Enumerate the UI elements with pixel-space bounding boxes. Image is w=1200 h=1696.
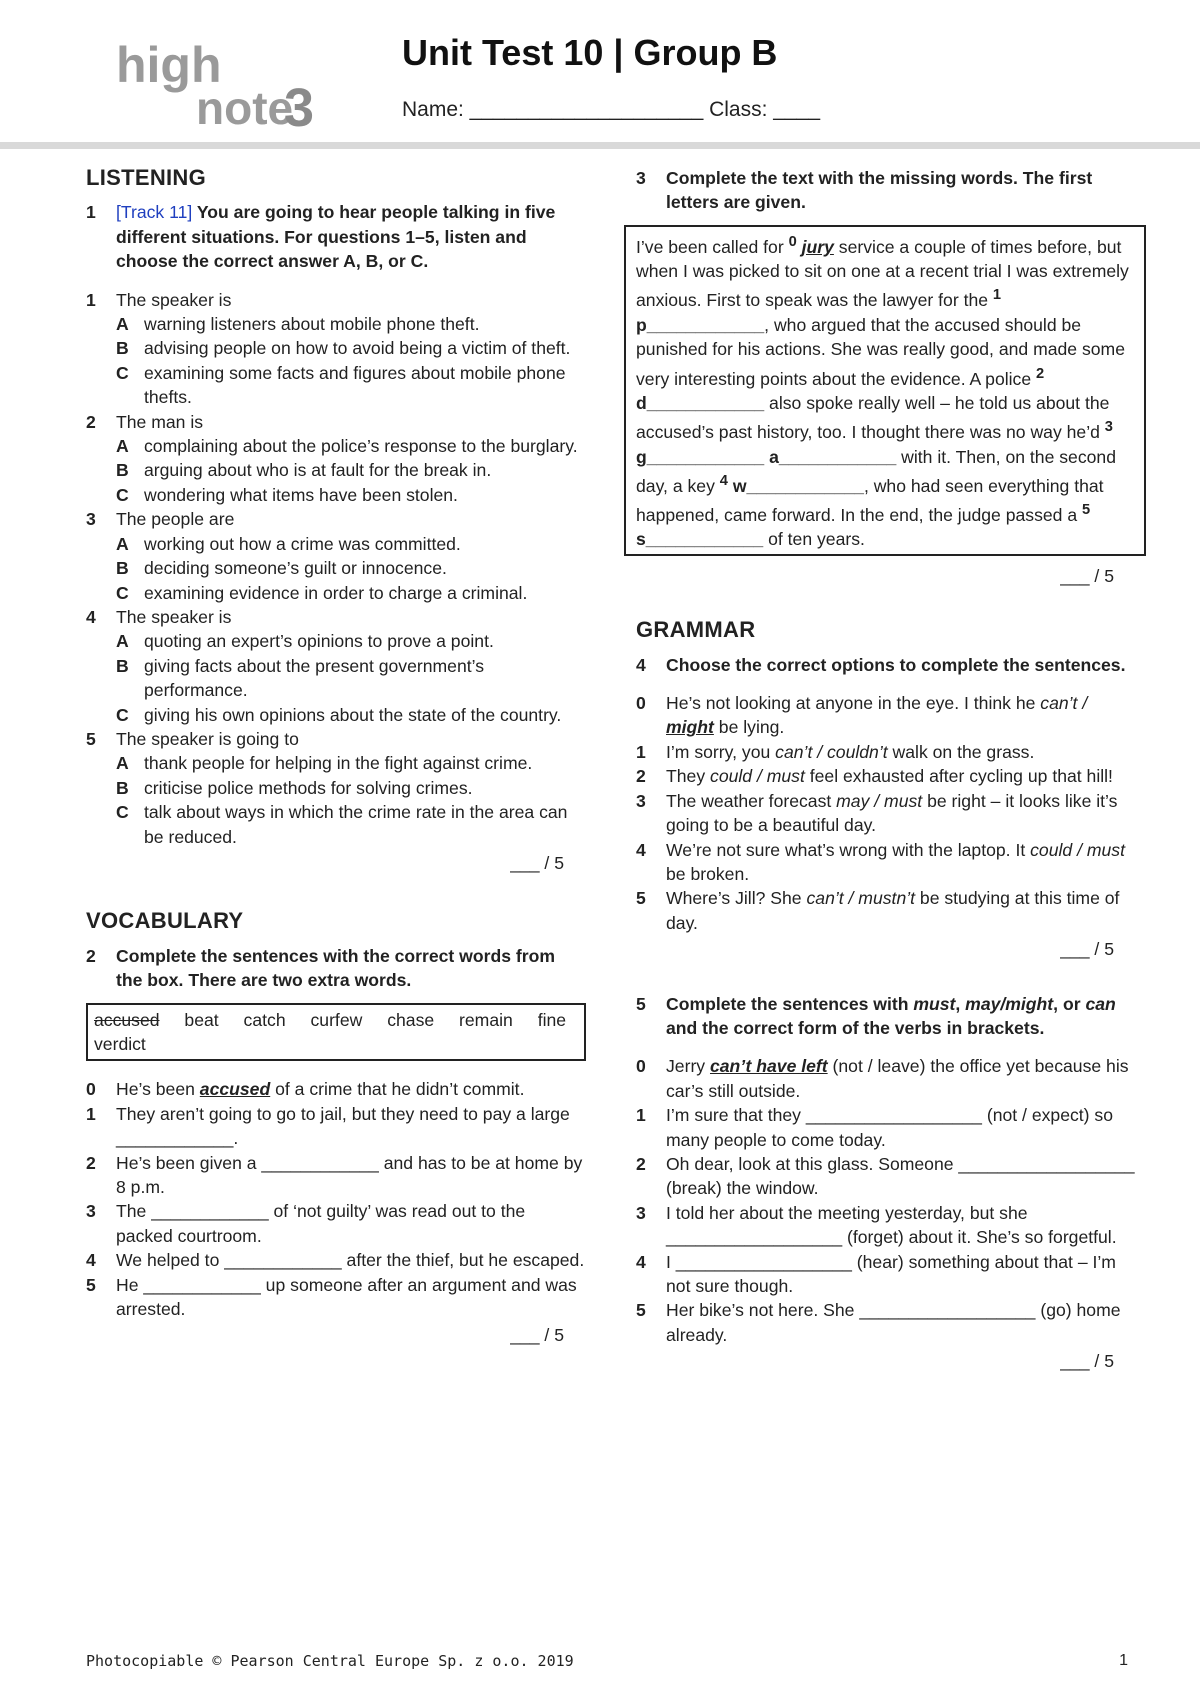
answer-option bbox=[86, 361, 586, 410]
option-text: quoting an expert’s opinions to prove a point. bbox=[144, 631, 494, 652]
track-label: [Track 11] bbox=[116, 202, 193, 223]
example-answer: can’t have left bbox=[709, 1056, 828, 1077]
question-number: 3 bbox=[86, 509, 96, 530]
item-number: 0 bbox=[636, 693, 646, 714]
option-text: giving facts about the present government’s performance. bbox=[144, 655, 485, 701]
option-letter: C bbox=[116, 582, 129, 603]
high-note-logo bbox=[116, 36, 326, 136]
item-text: We’re not sure what’s wrong with the laptop. It bbox=[666, 839, 1031, 860]
option-letter: A bbox=[116, 631, 129, 652]
item-number: 3 bbox=[636, 1202, 646, 1223]
item-options: can’t / bbox=[1040, 693, 1088, 714]
item-text: Where’s Jill? She bbox=[666, 888, 807, 909]
answer-option bbox=[86, 532, 586, 556]
option-text: arguing about who is at fault for the break in. bbox=[144, 460, 492, 481]
option-text: giving his own opinions about the state of the country. bbox=[144, 704, 562, 725]
listening-question bbox=[86, 410, 586, 434]
item-text: The weather forecast bbox=[666, 790, 837, 811]
item-text: I’m sorry, you bbox=[666, 741, 776, 762]
exercise3-instruction: 3 Complete the text with the missing words. The first letters are given. bbox=[636, 168, 1093, 213]
grammar-item bbox=[636, 1298, 1136, 1347]
item-number: 5 bbox=[86, 1274, 96, 1295]
exercise5-instruction: 5 Complete the sentences with must, may/might, or can and the correct form of the verbs in brackets. bbox=[636, 993, 1116, 1038]
item-options: can’t / mustn’t bbox=[806, 888, 916, 909]
vocabulary-instruction: 2 Complete the sentences with the correct words from the box. There are two extra words. bbox=[86, 945, 555, 991]
option-text: deciding someone’s guilt or innocence. bbox=[144, 558, 447, 579]
item-number: 4 bbox=[636, 1251, 646, 1272]
answer-option bbox=[86, 312, 586, 336]
page-title: Unit Test 10 | Group B bbox=[402, 32, 778, 73]
option-letter: A bbox=[116, 436, 129, 457]
listening-question bbox=[86, 288, 586, 312]
exercise5-item-list bbox=[636, 1103, 1136, 1347]
item-number: 5 bbox=[636, 1300, 646, 1321]
answer-option bbox=[86, 776, 586, 800]
score-box-listening: ___ / 5 bbox=[510, 852, 564, 873]
copyright-footer: Photocopiable © Pearson Central Europe Sp. z o.o. 2019 bbox=[86, 1652, 574, 1670]
item-number: 3 bbox=[636, 790, 646, 811]
answer-option bbox=[86, 434, 586, 458]
item-text: They bbox=[666, 766, 711, 787]
item-text: He’s been given a ____________ and has to be at home by 8 p.m. bbox=[116, 1152, 583, 1198]
answer-option bbox=[86, 703, 586, 727]
option-letter: C bbox=[116, 802, 129, 823]
option-text: examining some facts and figures about mobile phone thefts. bbox=[144, 362, 566, 408]
item-number: 2 bbox=[636, 1153, 646, 1174]
option-text: complaining about the police’s response to the burglary. bbox=[144, 436, 578, 457]
question-number: 4 bbox=[86, 606, 96, 627]
svg-text:high: high bbox=[116, 37, 222, 93]
item-text: be right – it looks like it’s going to be a beautiful day. bbox=[666, 790, 1118, 836]
exercise5-example: 0 Jerry can’t have left (not / leave) the office yet because his car’s still outside. bbox=[636, 1056, 1129, 1101]
item-number: 5 bbox=[636, 888, 646, 909]
exercise4-item-list bbox=[636, 691, 1136, 935]
page-number: 1 bbox=[1119, 1652, 1128, 1669]
option-letter: A bbox=[116, 314, 129, 335]
grammar-item bbox=[636, 1250, 1136, 1299]
item-text: They aren’t going to go to jail, but they need to pay a large ____________. bbox=[116, 1103, 570, 1149]
item-text: He’s not looking at anyone in the eye. I think he bbox=[666, 693, 1041, 714]
item-text: I’m sure that they __________________ (not / expect) so many people to come today. bbox=[666, 1105, 1113, 1150]
item-number: 1 bbox=[636, 1105, 646, 1126]
item-number: 1 bbox=[636, 741, 646, 762]
grammar-item bbox=[636, 789, 1136, 838]
listening-question bbox=[86, 507, 586, 531]
grammar-item bbox=[636, 1103, 1136, 1152]
example-answer: accused bbox=[199, 1079, 271, 1100]
option-letter: B bbox=[116, 558, 129, 579]
question-number: 1 bbox=[86, 289, 96, 310]
vocab-item bbox=[86, 1199, 586, 1248]
svg-text:note: note bbox=[196, 82, 294, 134]
grammar-heading: GRAMMAR bbox=[636, 617, 756, 643]
question-stem: The speaker is bbox=[116, 606, 232, 627]
question-stem: The speaker is going to bbox=[116, 728, 299, 749]
listening-instruction: 1 [Track 11] You are going to hear people talking in five different situations. For questions 1–5, listen and choose the correct answer A, B, or C. bbox=[86, 202, 556, 272]
option-letter: C bbox=[116, 484, 129, 505]
question-stem: The people are bbox=[116, 509, 235, 530]
vocab-item bbox=[86, 1151, 586, 1200]
word-box bbox=[86, 1003, 586, 1062]
score-box-exercise3: ___ / 5 bbox=[1060, 565, 1114, 586]
answer-option bbox=[86, 581, 586, 605]
answer-option bbox=[86, 654, 586, 703]
exercise4-instruction: 4 Choose the correct options to complete the sentences. bbox=[636, 654, 1126, 675]
box-words: beat catch curfew chase remain fine verdict bbox=[94, 1009, 567, 1054]
grammar-item bbox=[636, 1201, 1136, 1250]
vocab-item bbox=[86, 1102, 586, 1151]
listening-question-list bbox=[86, 288, 586, 849]
listening-question bbox=[86, 727, 586, 751]
item-text: I told her about the meeting yesterday, but she __________________ (forget) about it. She’s so forgetful. bbox=[666, 1202, 1117, 1248]
option-letter: B bbox=[116, 777, 129, 798]
item-text: be lying. bbox=[713, 717, 785, 738]
item-number: 3 bbox=[86, 1201, 96, 1222]
question-stem: The speaker is bbox=[116, 289, 232, 310]
option-letter: A bbox=[116, 753, 129, 774]
item-text: be studying at this time of day. bbox=[666, 888, 1120, 933]
answer-option bbox=[86, 629, 586, 653]
listening-heading: LISTENING bbox=[86, 165, 207, 190]
jury-answer: jury bbox=[801, 236, 834, 257]
vocabulary-heading: VOCABULARY bbox=[86, 908, 244, 934]
option-text: thank people for helping in the fight against crime. bbox=[144, 753, 533, 774]
item-text: walk on the grass. bbox=[887, 741, 1035, 762]
option-letter: B bbox=[116, 460, 129, 481]
vocab-item bbox=[86, 1248, 586, 1272]
answer-option bbox=[86, 336, 586, 360]
score-box-vocabulary: ___ / 5 bbox=[510, 1325, 564, 1346]
option-letter: A bbox=[116, 533, 129, 554]
option-text: examining evidence in order to charge a criminal. bbox=[144, 582, 528, 603]
vocab-item-list bbox=[86, 1102, 586, 1322]
option-text: wondering what items have been stolen. bbox=[144, 484, 458, 505]
grammar-item bbox=[636, 740, 1136, 764]
answer-option bbox=[86, 483, 586, 507]
listening-question bbox=[86, 605, 586, 629]
vocab-example: 0 He’s been accused of a crime that he didn’t commit. bbox=[86, 1079, 525, 1100]
item-text: Oh dear, look at this glass. Someone __________________ (break) the window. bbox=[666, 1153, 1135, 1199]
item-options: can’t / couldn’t bbox=[775, 741, 888, 762]
grammar-item bbox=[636, 1152, 1136, 1201]
exercise3-text-box: I’ve been called for $^0$ jury service a couple of times before, but when I was picked to sit on one at a recent trial I was extremely anxious. First to speak was the lawyer for the $^1$ p____________, who argued that the accused should be punished for his actions. She was really good, and made some very interesting points about the evidence. A police $^2$ d____________ also spoke really well – he told us about the accused’s past history, too. I thought there was no way he’d $^3$ g____________ a____________ with it. Then, on the second day, a key $^4$ w____________, who had seen everything that happened, came forward. In the end, the judge passed a $^5$ s____________ of ten years. bbox=[624, 225, 1146, 556]
svg-text:3: 3 bbox=[284, 78, 315, 136]
score-box-exercise4: ___ / 5 bbox=[1060, 939, 1114, 960]
answer-option bbox=[86, 458, 586, 482]
item-options: could / must bbox=[710, 766, 805, 787]
grammar-item bbox=[636, 764, 1136, 788]
grammar-item bbox=[636, 886, 1136, 935]
item-text: He ____________ up someone after an argument and was arrested. bbox=[116, 1274, 577, 1320]
answer-option bbox=[86, 556, 586, 580]
struck-word: accused bbox=[94, 1009, 160, 1030]
item-options: could / must bbox=[1030, 839, 1125, 860]
left-column bbox=[86, 166, 586, 1348]
name-class-line: Name: ____________________ Class: ____ bbox=[402, 98, 821, 121]
question-number: 2 bbox=[86, 411, 96, 432]
question-stem: The man is bbox=[116, 411, 204, 432]
option-text: warning listeners about mobile phone theft. bbox=[144, 314, 480, 335]
right-column bbox=[636, 166, 1136, 1374]
item-number: 4 bbox=[636, 839, 646, 860]
option-letter: C bbox=[116, 362, 129, 383]
option-letter: C bbox=[116, 704, 129, 725]
item-text: Her bike’s not here. She __________________ (go) home already. bbox=[666, 1300, 1121, 1345]
example-answer: might bbox=[666, 717, 714, 738]
item-options: may / must bbox=[836, 790, 923, 811]
item-number: 4 bbox=[86, 1250, 96, 1271]
option-letter: B bbox=[116, 338, 129, 359]
item-number: 1 bbox=[86, 1103, 96, 1124]
answer-option bbox=[86, 800, 586, 849]
item-number: 2 bbox=[86, 1152, 96, 1173]
answer-option bbox=[86, 751, 586, 775]
score-box-exercise5: ___ / 5 bbox=[1060, 1351, 1114, 1372]
item-text: We helped to ____________ after the thief, but he escaped. bbox=[116, 1250, 585, 1271]
option-text: working out how a crime was committed. bbox=[144, 533, 461, 554]
grammar-item bbox=[636, 691, 1136, 740]
option-text: criticise police methods for solving crimes. bbox=[144, 777, 473, 798]
grammar-item bbox=[636, 838, 1136, 887]
item-number: 2 bbox=[636, 766, 646, 787]
option-text: talk about ways in which the crime rate in the area can be reduced. bbox=[144, 802, 568, 847]
item-text: be broken. bbox=[666, 863, 750, 884]
vocab-item bbox=[86, 1273, 586, 1322]
option-text: advising people on how to avoid being a victim of theft. bbox=[144, 338, 571, 359]
header-divider bbox=[0, 142, 1200, 149]
item-text: feel exhausted after cycling up that hill! bbox=[804, 766, 1113, 787]
question-number: 5 bbox=[86, 728, 96, 749]
item-text: The ____________ of ‘not guilty’ was read out to the packed courtroom. bbox=[116, 1201, 526, 1246]
option-letter: B bbox=[116, 655, 129, 676]
item-text: I __________________ (hear) something about that – I’m not sure though. bbox=[666, 1251, 1116, 1296]
